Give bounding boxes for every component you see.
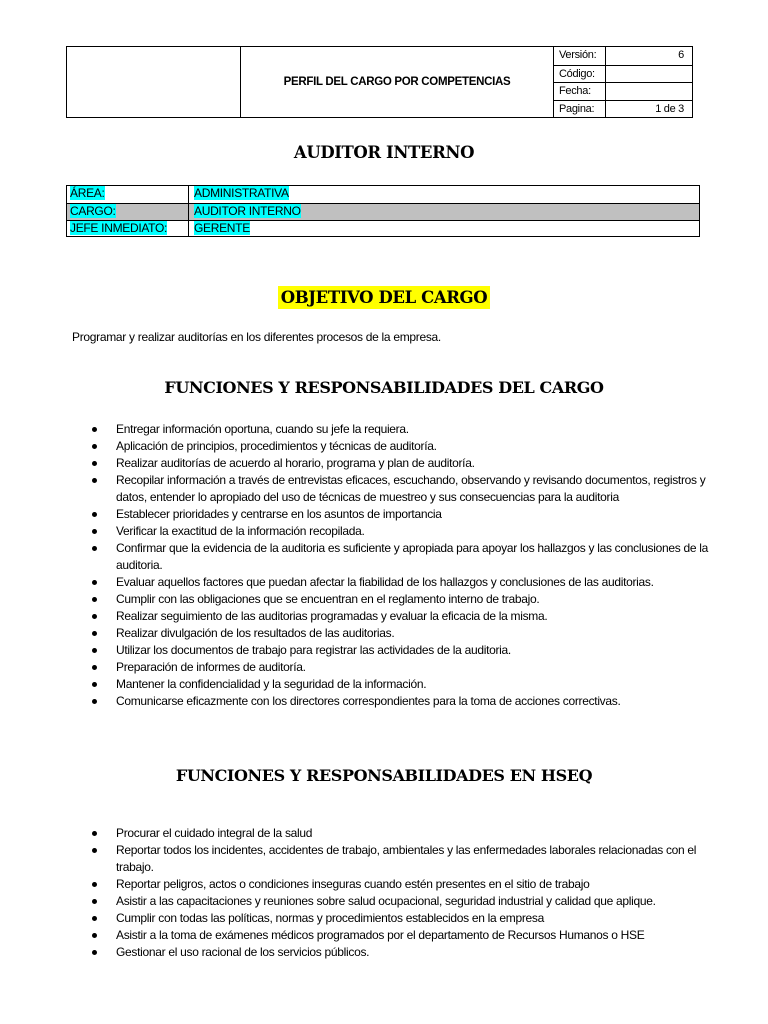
bullet-icon [92, 631, 97, 636]
bullet-icon [92, 529, 97, 534]
list-item: Reportar todos los incidentes, accidentes de trabajo, ambientales y las enfermedades laborales relacionadas con el trabajo. [0, 842, 768, 876]
list-item: Comunicarse eficazmente con los directores correspondientes para la toma de acciones correctivas. [0, 693, 768, 710]
job-info-table [66, 185, 700, 237]
list-item: Cumplir con todas las políticas, normas y procedimientos establecidos en la empresa [0, 910, 768, 927]
list-item: Aplicación de principios, procedimientos y técnicas de auditoría. [0, 438, 768, 455]
list-item: Asistir a la toma de exámenes médicos programados por el departamento de Recursos Humanos o HSE [0, 927, 768, 944]
meta-label: Pagina: [554, 101, 606, 118]
bullet-icon [92, 546, 97, 551]
list-item: Evaluar aquellos factores que puedan afectar la fiabilidad de los hallazgos y conclusiones de las auditorias. [0, 574, 768, 591]
meta-value [606, 83, 692, 100]
bullet-icon [92, 933, 97, 938]
info-label: JEFE INMEDIATO: [70, 221, 168, 235]
bullet-icon [92, 648, 97, 653]
info-row-area [67, 186, 699, 203]
bullet-icon [92, 682, 97, 687]
meta-label: Versión: [554, 47, 606, 65]
bullet-icon [92, 597, 97, 602]
info-label: CARGO: [70, 204, 116, 218]
bullet-icon [92, 950, 97, 955]
meta-value [606, 66, 692, 83]
meta-row-page [554, 100, 692, 118]
meta-row-version [554, 47, 692, 65]
list-item: Cumplir con las obligaciones que se encuentran en el reglamento interno de trabajo. [0, 591, 768, 608]
objective-heading-text: OBJETIVO DEL CARGO [278, 286, 490, 309]
list-item: Asistir a las capacitaciones y reuniones sobre salud ocupacional, seguridad industrial y calidad que aplique. [0, 893, 768, 910]
bullet-icon [92, 916, 97, 921]
hseq-heading: FUNCIONES Y RESPONSABILIDADES EN HSEQ [175, 766, 593, 785]
bullet-icon [92, 848, 97, 853]
objective-heading [0, 288, 768, 307]
meta-row-date [554, 82, 692, 100]
info-value: AUDITOR INTERNO [194, 204, 301, 218]
list-item: Procurar el cuidado integral de la salud [0, 825, 768, 842]
list-item: Realizar divulgación de los resultados de las auditorias. [0, 625, 768, 642]
bullet-icon [92, 444, 97, 449]
list-item: Recopilar información a través de entrevistas eficaces, escuchando, observando y revisando documentos, registros y datos, entender lo apropiado del uso de técnicas de muestreo y sus consecuencias para la auditoria [0, 472, 768, 506]
meta-label: Fecha: [554, 83, 606, 100]
info-row-boss [67, 220, 699, 237]
info-label: ÁREA: [70, 186, 105, 200]
list-item: Realizar seguimiento de las auditorias programadas y evaluar la eficacia de la misma. [0, 608, 768, 625]
objective-text: Programar y realizar auditorías en los diferentes procesos de la empresa. [72, 330, 441, 344]
document-header-table [66, 46, 693, 118]
list-item: Confirmar que la evidencia de la auditoria es suficiente y apropiada para apoyar los hallazgos y las conclusiones de la auditoria. [0, 540, 768, 574]
functions-heading: FUNCIONES Y RESPONSABILIDADES DEL CARGO [164, 378, 604, 397]
list-item: Verificar la exactitud de la información recopilada. [0, 523, 768, 540]
functions-list [0, 421, 768, 710]
list-item: Gestionar el uso racional de los servicios públicos. [0, 944, 768, 961]
job-title-heading: AUDITOR INTERNO [293, 143, 475, 162]
list-item: Reportar peligros, actos o condiciones inseguras cuando estén presentes en el sitio de trabajo [0, 876, 768, 893]
bullet-icon [92, 665, 97, 670]
bullet-icon [92, 512, 97, 517]
document-meta [554, 47, 692, 117]
logo-cell [67, 47, 241, 117]
document-title: PERFIL DEL CARGO POR COMPETENCIAS [241, 47, 554, 117]
info-row-cargo [67, 203, 699, 220]
list-item: Preparación de informes de auditoría. [0, 659, 768, 676]
bullet-icon [92, 427, 97, 432]
list-item: Realizar auditorías de acuerdo al horario, programa y plan de auditoría. [0, 455, 768, 472]
list-item: Entregar información oportuna, cuando su jefe la requiera. [0, 421, 768, 438]
bullet-icon [92, 461, 97, 466]
meta-label: Código: [554, 66, 606, 83]
meta-value: 1 de 3 [655, 102, 684, 115]
info-value: GERENTE [194, 221, 250, 235]
meta-row-code [554, 65, 692, 83]
bullet-icon [92, 899, 97, 904]
list-item: Utilizar los documentos de trabajo para registrar las actividades de la auditoria. [0, 642, 768, 659]
bullet-icon [92, 699, 97, 704]
bullet-icon [92, 614, 97, 619]
meta-value: 6 [678, 49, 684, 61]
list-item: Mantener la confidencialidad y la seguridad de la información. [0, 676, 768, 693]
bullet-icon [92, 831, 97, 836]
bullet-icon [92, 580, 97, 585]
hseq-list [0, 825, 768, 961]
info-value: ADMINISTRATIVA [194, 186, 289, 200]
bullet-icon [92, 882, 97, 887]
list-item: Establecer prioridades y centrarse en los asuntos de importancia [0, 506, 768, 523]
bullet-icon [92, 478, 97, 483]
